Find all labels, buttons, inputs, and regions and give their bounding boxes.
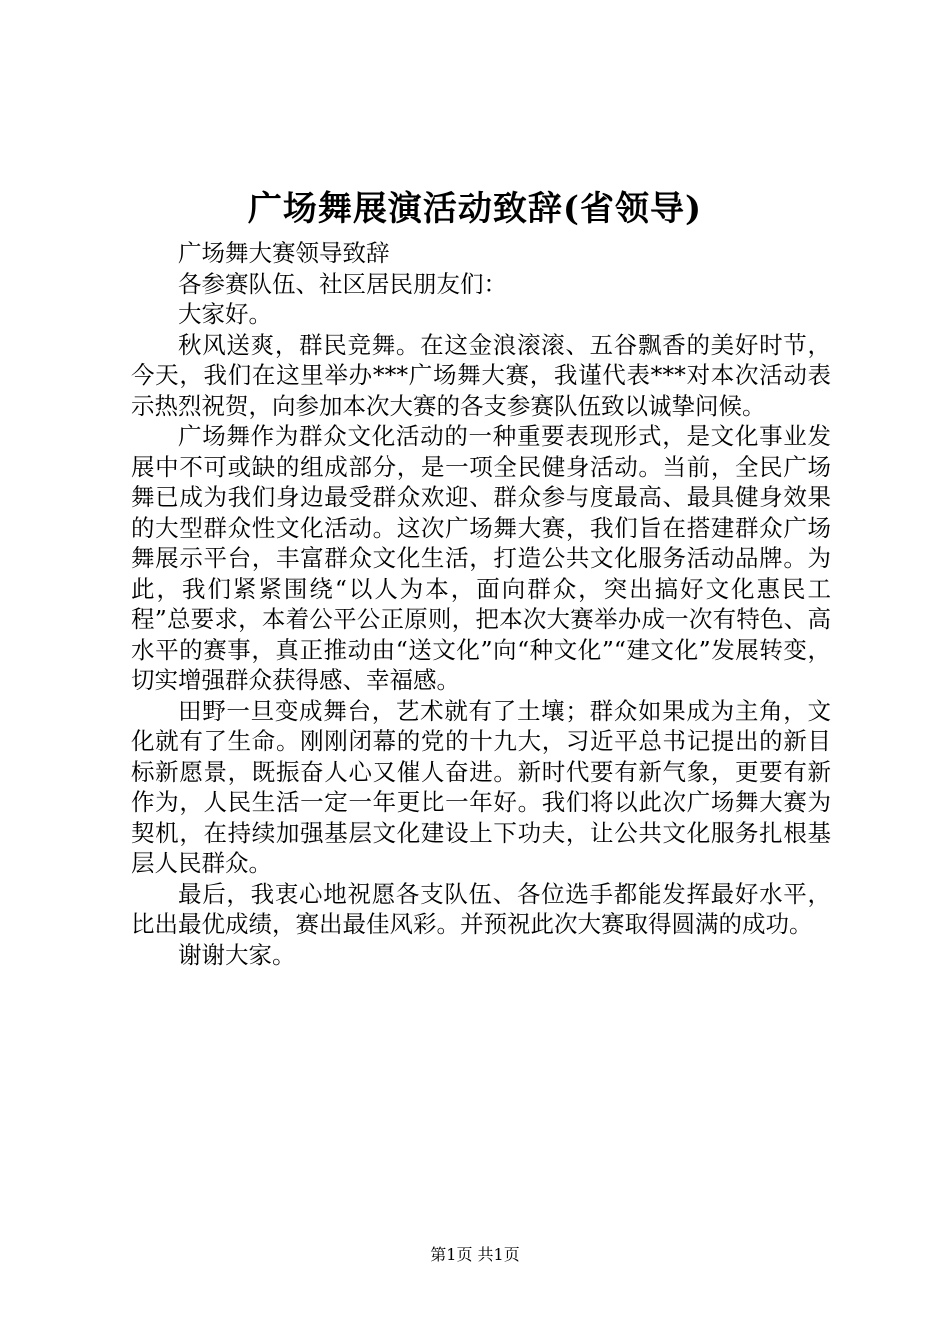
- paragraph-thanks: 谢谢大家。: [178, 940, 296, 969]
- paragraph-subtitle: 广场舞大赛领导致辞: [178, 239, 390, 267]
- paragraph-significance: 广场舞作为群众文化活动的一种重要表现形式，是文化事业发展中不可或缺的组成部分，是一项全民健身活动。当前，全民广场舞已成为我们身边最受群众欢迎、群众参与度最高、最具健身效果的大型群众性文化活动。这次广场舞大赛，我们旨在搭建群众广场舞展示平台，丰富群众文化生活，打造公共文化服务活动品牌。为此，我们紧紧围绕“以人为本，面向群众，突出搞好文化惠民工程”总要求，本着公平公正原则，把本次大赛举办成一次有特色、高水平的赛事，真正推动由“送文化”向“种文化”“建文化”发展转变，切实增强群众获得感、幸福感。: [131, 422, 831, 694]
- page-number-footer: 第1页 共1页: [430, 1245, 520, 1264]
- document-body: [131, 238, 831, 970]
- paragraph-wishes: 最后，我衷心地祝愿各支队伍、各位选手都能发挥最好水平，比出最优成绩，赛出最佳风彩。并预祝此次大赛取得圆满的成功。: [131, 879, 831, 938]
- paragraph-vision: 田野一旦变成舞台，艺术就有了土壤；群众如果成为主角，文化就有了生命。刚刚闭幕的党的十九大，习近平总书记提出的新目标新愿景，既振奋人心又催人奋进。新时代要有新气象，更要有新作为，人民生活一定一年更比一年好。我们将以此次广场舞大赛为契机，在持续加强基层文化建设上下功夫，让公共文化服务扎根基层人民群众。: [131, 696, 831, 877]
- paragraph-greeting: 大家好。: [178, 300, 272, 328]
- document-title: 广场舞展演活动致辞(省领导): [247, 189, 703, 229]
- paragraph-salutation: 各参赛队伍、社区居民朋友们：: [178, 269, 507, 298]
- paragraph-opening: 秋风送爽，群民竞舞。在这金浪滚滚、五谷飘香的美好时节，今天，我们在这里举办***广场舞大赛，我谨代表***对本次活动表示热烈祝贺，向参加本次大赛的各支参赛队伍致以诚挚问候。: [131, 330, 831, 420]
